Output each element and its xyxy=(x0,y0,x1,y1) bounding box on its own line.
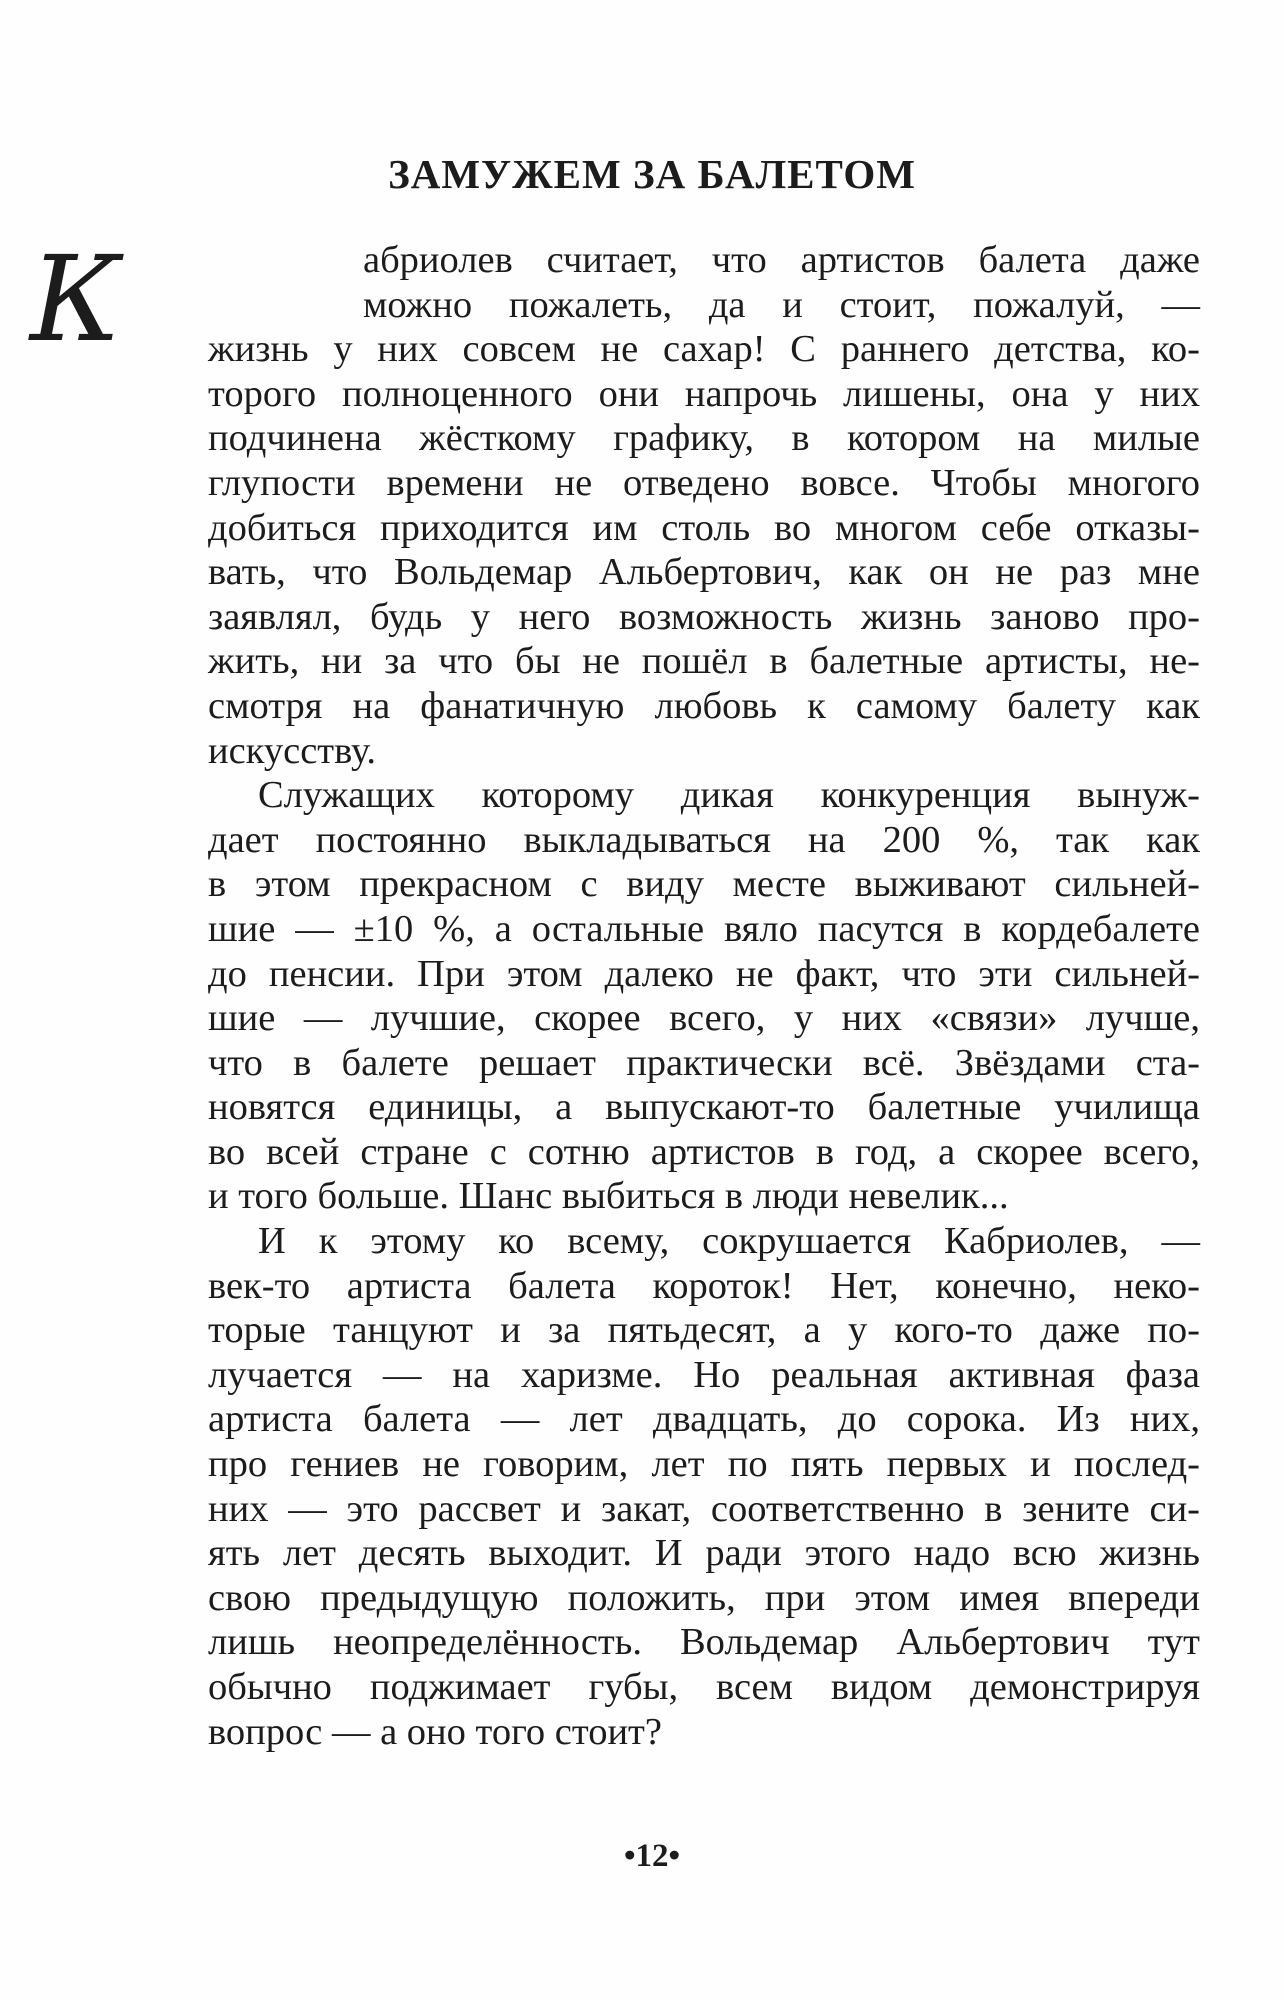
text-line: Служащих которому дикая конкуренция вынуж- xyxy=(258,774,1200,817)
text-line: в этом прекрасном с виду месте выживают сильней- xyxy=(208,863,1200,906)
text-line: новятся единицы, а выпускают-то балетные училища xyxy=(208,1086,1200,1129)
text-line: них — это рассвет и закат, соответственно в зените си- xyxy=(208,1487,1200,1530)
text-line: вопрос — а оно того стоит? xyxy=(208,1710,662,1753)
text-line: до пенсии. При этом далеко не факт, что эти сильней- xyxy=(208,952,1200,995)
text-line: про гениев не говорим, лет по пять первых и послед- xyxy=(208,1443,1200,1486)
text-line: что в балете решает практически всё. Звёздами ста- xyxy=(208,1041,1200,1084)
chapter-title: ЗАМУЖЕМ ЗА БАЛЕТОМ xyxy=(388,151,916,197)
text-line: торые танцуют и за пятьдесят, а у кого-то даже по- xyxy=(208,1309,1200,1352)
text-line: лучается — на харизме. Но реальная активная фаза xyxy=(208,1353,1200,1396)
text-line: век-то артиста балета короток! Нет, конечно, неко- xyxy=(208,1264,1200,1307)
page-number: •12• xyxy=(623,1838,681,1874)
text-line: торого полноценного они напрочь лишены, она у них xyxy=(208,372,1200,415)
text-line: вать, что Вольдемар Альбертович, как он не раз мне xyxy=(208,551,1200,594)
text-line: добиться приходится им столь во многом себе отказы- xyxy=(208,506,1200,549)
text-line: шие — лучшие, скорее всего, у них «связи» лучше, xyxy=(208,997,1200,1040)
text-line: дает постоянно выкладываться на 200 %, так как xyxy=(208,818,1200,861)
text-line: заявлял, будь у него возможность жизнь заново про- xyxy=(208,595,1200,638)
text-line: свою предыдущую положить, при этом имея впереди xyxy=(208,1576,1200,1619)
text-line: обычно поджимает губы, всем видом демонстрируя xyxy=(208,1666,1200,1708)
text-line: подчинена жёсткому графику, в котором на милые xyxy=(208,417,1200,460)
text-line: шие — ±10 %, а остальные вяло пасутся в кордебалете xyxy=(208,907,1200,950)
text-line: смотря на фанатичную любовь к самому балету как xyxy=(208,684,1200,727)
drop-cap-letter: К xyxy=(30,230,122,368)
text-line: абриолев считает, что артистов балета даже xyxy=(363,239,1200,281)
text-line: жить, ни за что бы не пошёл в балетные артисты, не- xyxy=(208,640,1200,683)
text-line: искусству. xyxy=(208,729,376,772)
text-line: И к этому ко всему, сокрушается Кабриолев, — xyxy=(258,1220,1200,1263)
body-text xyxy=(208,238,1200,1754)
text-line: глупости времени не отведено вовсе. Чтобы многого xyxy=(208,461,1200,504)
text-line: жизнь у них совсем не сахар! С раннего детства, ко- xyxy=(208,328,1200,371)
text-line: ять лет десять выходит. И ради этого надо всю жизнь xyxy=(208,1532,1200,1575)
text-line: во всей стране с сотню артистов в год, а скорее всего, xyxy=(208,1130,1200,1173)
text-line: можно пожалеть, да и стоит, пожалуй, — xyxy=(363,283,1200,326)
text-line: лишь неопределённость. Вольдемар Альбертович тут xyxy=(208,1621,1200,1664)
text-line: артиста балета — лет двадцать, до сорока. Из них, xyxy=(208,1398,1200,1441)
text-line: и того больше. Шанс выбиться в люди невелик... xyxy=(208,1175,1009,1218)
